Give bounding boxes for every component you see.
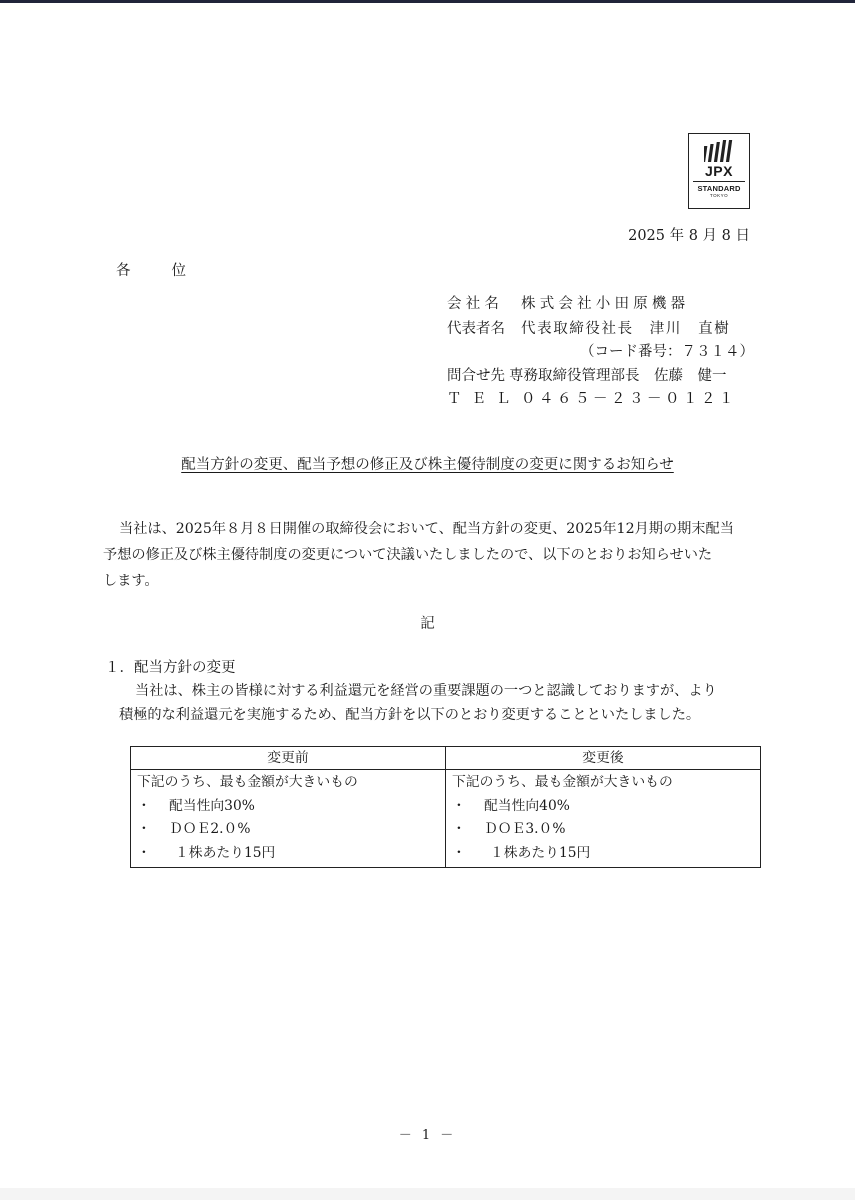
tel-label: ＴＥＬ (447, 391, 521, 407)
list-item (137, 842, 439, 866)
intro-line-3: します。 (103, 573, 159, 589)
document-title (0, 453, 855, 474)
bullet: ・ (137, 821, 151, 837)
jpx-mark-text: JPX (705, 163, 733, 179)
bullet: ・ (452, 844, 466, 861)
after-item-payout-ratio: 配当性向40% (484, 797, 570, 814)
after-item-doe: ＤＯＥ3.０% (484, 821, 566, 837)
list-item (452, 795, 754, 819)
bottom-band (0, 1188, 855, 1200)
announcement-date: 2025 年 8 月 8 日 (628, 228, 750, 244)
logo-city: TOKYO (709, 193, 729, 198)
after-item-per-share: １株あたり15円 (490, 844, 591, 861)
contact-label: 問合せ先 (447, 368, 505, 384)
salutation (116, 259, 187, 280)
before-item-doe: ＤＯＥ2.０% (169, 821, 251, 837)
before-item-payout-ratio: 配当性向30% (169, 797, 255, 814)
before-cell (131, 770, 446, 868)
logo-divider (693, 181, 745, 182)
before-lead: 下記のうち、最も金額が大きいもの (137, 774, 358, 790)
representative-value: 代表取締役社長 津川 直樹 (521, 321, 731, 337)
section-1-heading: １．配当方針の変更 (105, 660, 236, 676)
contact-value: 専務取締役管理部長 佐藤 健一 (509, 368, 727, 384)
bullet: ・ (452, 821, 466, 837)
jpx-standard-logo (688, 133, 750, 209)
before-item-per-share: １株あたり15円 (175, 844, 276, 861)
market-segment: STANDARD (697, 184, 741, 193)
stock-code: （コード番号：７３１４） (580, 344, 754, 360)
after-cell (446, 770, 761, 868)
document-title-text: 配当方針の変更、配当予想の修正及び株主優待制度の変更に関するお知らせ (181, 457, 674, 473)
list-item (137, 818, 439, 842)
page-number: － 1 － (398, 1128, 457, 1143)
table-header-row (131, 747, 761, 770)
top-border (0, 0, 855, 3)
header-before: 変更前 (131, 747, 446, 770)
list-item (137, 795, 439, 819)
intro-line-2: 予想の修正及び株主優待制度の変更について決議いたしましたので、以下のとおりお知らせいた (103, 547, 713, 563)
list-item (452, 818, 754, 842)
salutation-part-2: 位 (171, 263, 187, 279)
jpx-bars-icon (704, 140, 734, 162)
company-name-label: 会社名 (447, 296, 504, 312)
representative-label: 代表者名 (447, 321, 505, 337)
table-body-row (131, 770, 761, 868)
salutation-part-1: 各 (116, 263, 132, 279)
section-1-body-line-1: 当社は、株主の皆様に対する利益還元を経営の重要課題の一つと認識しておりますが、より (135, 683, 717, 699)
ki-marker: 記 (420, 616, 435, 632)
dividend-policy-table (130, 746, 761, 868)
bullet: ・ (137, 844, 151, 861)
after-lead: 下記のうち、最も金額が大きいもの (452, 774, 673, 790)
bullet: ・ (137, 797, 151, 814)
intro-line-1: 当社は、2025年８月８日開催の取締役会において、配当方針の変更、2025年12月期の期末配当 (119, 521, 734, 537)
tel-value: ０４６５－２３－０１２１ (521, 391, 737, 407)
bullet: ・ (452, 797, 466, 814)
section-1-body-line-2: 積極的な利益還元を実施するため、配当方針を以下のとおり変更することといたしました。 (119, 707, 701, 723)
header-after: 変更後 (446, 747, 761, 770)
list-item (452, 842, 754, 866)
company-name-value: 株式会社小田原機器 (521, 296, 690, 312)
